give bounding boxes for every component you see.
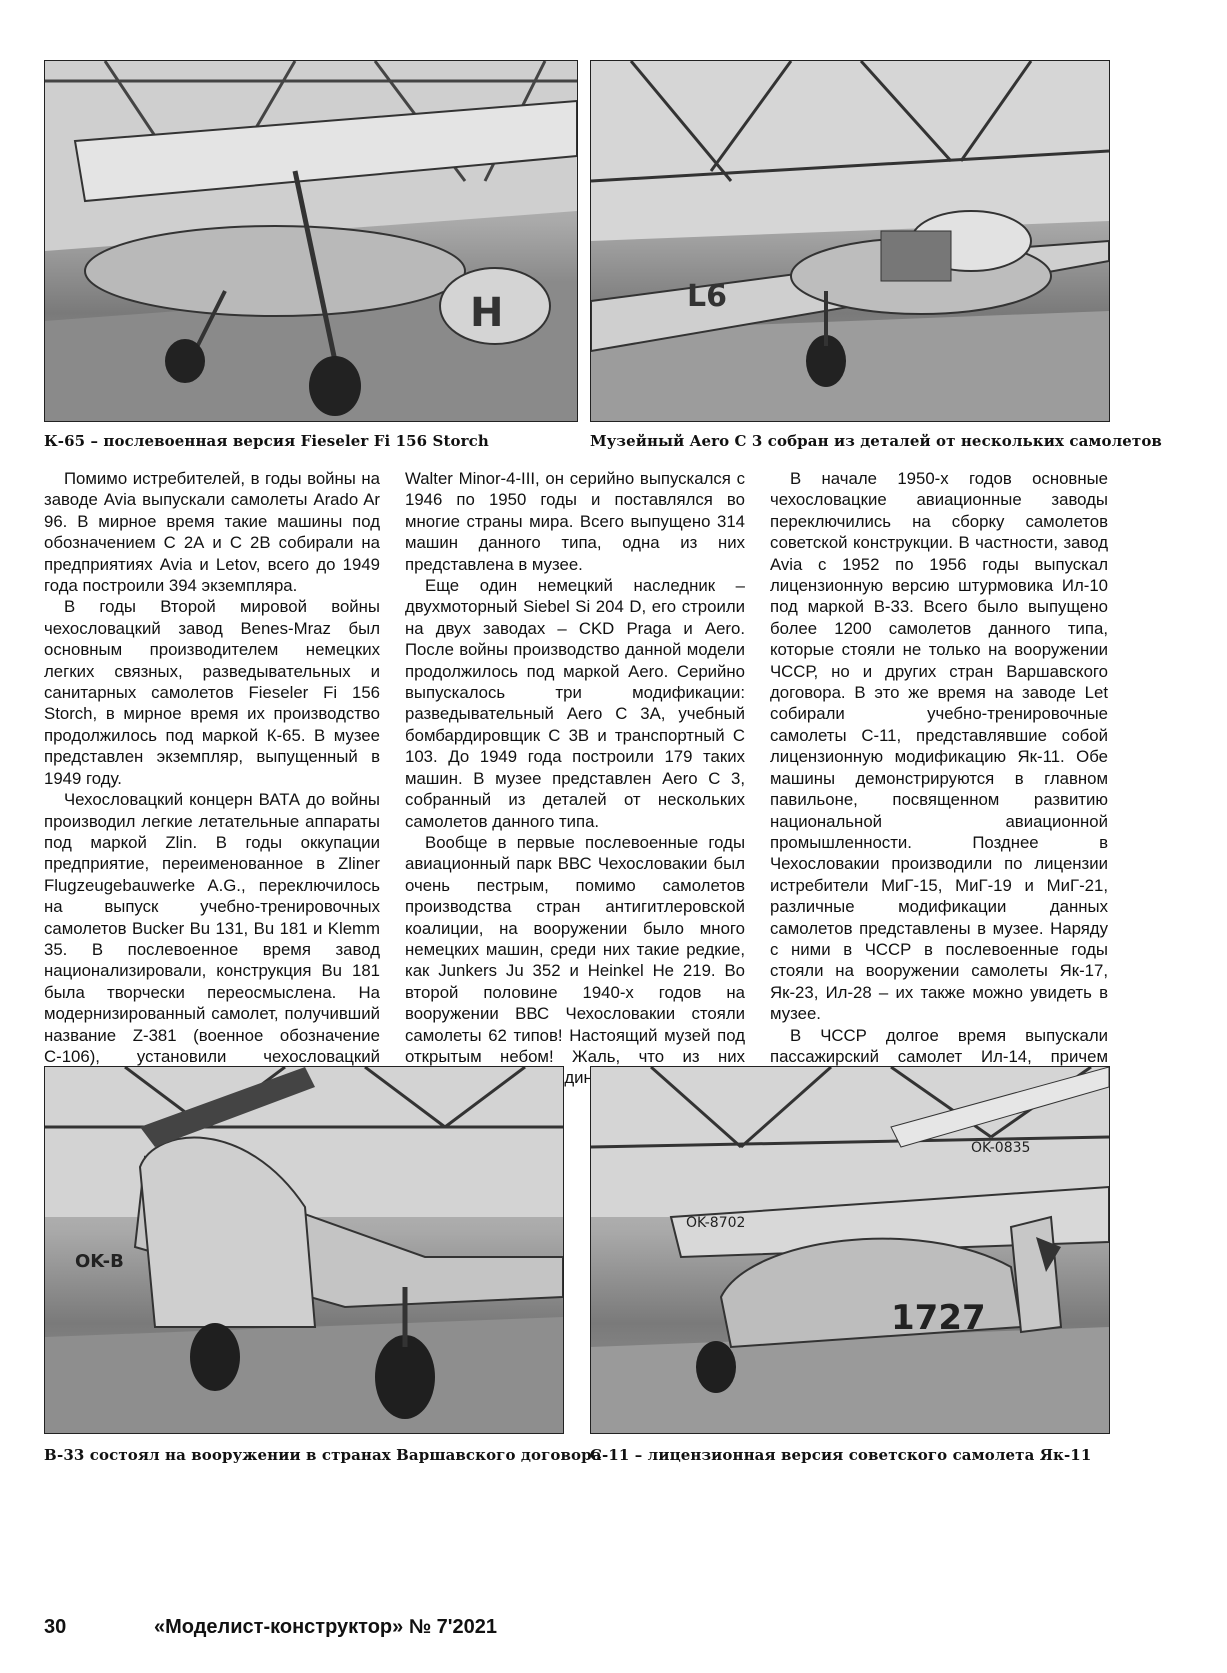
photo-aero-c3 [590,60,1110,422]
c11-illustration [591,1067,1109,1433]
b33-illustration [45,1067,563,1433]
photo-k65-storch [44,60,578,422]
photo-c11 [590,1066,1110,1434]
c11-registration-2: OK-0835 [971,1140,1031,1156]
storch-illustration [45,61,577,421]
aero-c3-illustration [591,61,1109,421]
c11-registration: OK-8702 [686,1215,746,1231]
magazine-title: «Моделист-конструктор» № 7'2021 [154,1616,498,1638]
paragraph: Чехословацкий концерн ВАТА до войны производил легкие летательные аппараты под маркой Zlin. В годы оккупации предприятие, переименованное в Zliner Flugzeugebauwerke A.G., переключилось на выпуск учебно-тренировочных самолетов Bucker Bu 131, Bu 181 и Klemm 35. В послевоенное время завод национализировали, конструкция Bu 181 была творчески переосмыслена. На модернизированный самолет, получивший название Z-381 (военное обозначение С-106), установили чехословацкий [44,790,380,1066]
paragraph: В начале 1950-х годов основные чехословацкие авиационные заводы переключились на сборку самолетов советской конструкции. В частности, завод Avia с 1952 по 1956 годы выпускал лицензионную версию штурмовика Ил-10 под маркой В-33. Всего было выпущено более 1200 самолетов данного типа, которые стояли не только на вооружении ЧССР, но и других стран Варшавского договора. В это же время на заводе Let собирали учебно-тренировочные самолеты С-11, представлявшие собой лицензионную модификацию Як-11. Обе машины демонстрируются в главном павильоне, посвященном развитию национальной авиационной промышленности. Позднее в Чехословакии производили по лицензии истребители МиГ-15, МиГ-19 и МиГ-21, различные модификации данных самолетов представлены в музее. Наряду с ними в ЧССР в послевоенные годы стояли на вооружении самолеты Як-17, Як-23, Ил-28 – их также можно увидеть в музее. [770,469,1108,1024]
page-number: 30 [44,1616,67,1638]
paragraph: Вообще в первые послевоенные годы авиационный парк ВВС Чехословакии был очень пестрым, помимо самолетов производства стран антигитлеровской коалиции, на вооружении было много немецких машин, среди них такие редкие, как Junkers Ju 352 и Heinkel He 219. Во второй половине 1940-х годов на вооружении ВВС Чехословакии стояли самолеты 62 типов! Настоящий музей под открытым небом! Жаль, что из них [405,832,745,1066]
photo-caption-storch: К-65 – послевоенная версия Fieseler Fi 156 Storch [44,432,489,450]
b33-marking: OK-B [75,1251,124,1272]
paragraph: Walter Minor-4-III, он серийно выпускался с 1946 по 1950 годы и поставлялся во многие страны мира. Всего выпущено 314 машин данного типа, одна из них представлена в музее. [405,469,745,574]
c11-number: 1727 [891,1298,986,1338]
storch-tail-marking: H [470,290,504,336]
paragraph: В ЧССР долгое время выпускали пассажирский самолет Ил-14, причем [770,1025,1108,1066]
text-column-3 [770,468,1108,1153]
photo-b33 [44,1066,564,1434]
text-column-2 [405,468,745,1089]
photo-caption-b33: B-33 состоял на вооружении в странах Варшавского договора [44,1446,602,1464]
photo-caption-c11: C-11 – лицензионная версия советского самолета Як-11 [590,1446,1092,1464]
photo-caption-aero-c3: Музейный Aero C 3 собран из деталей от нескольких самолетов [590,432,1162,450]
paragraph: В годы Второй мировой войны чехословацкий завод Benes-Mraz был основным производителем немецких легких связных, разведывательных и санитарных самолетов Fieseler Fi 156 Storch, в мирное время их производство продолжилось под маркой К-65. В музее представлен экземпляр, выпущенный в 1949 году. [44,597,380,788]
paragraph: Помимо истребителей, в годы войны на заводе Avia выпускали самолеты Arado Ar 96. В мирное время такие машины под обозначением С 2А и С 2В собирали на предприятиях Avia и Letov, всего до 1949 года построили 394 экземпляра. [44,469,380,596]
paragraph: Еще один немецкий наследник – двухмоторный Siebel Si 204 D, его строили на двух заводах – CKD Praga и Aero. После войны производство данной модели продолжилось под маркой Aero. Серийно выпускалось три модификации: разведывательный Aero C 3A, учебный бомбардировщик С 3В и транспортный С 103. До 1949 года построили 179 таких машин. В музее представлен Aero C 3, собранный из деталей от нескольких самолетов данного типа. [405,576,745,831]
text-column-1 [44,468,380,1089]
aero-c3-marking: L6 [687,279,727,314]
